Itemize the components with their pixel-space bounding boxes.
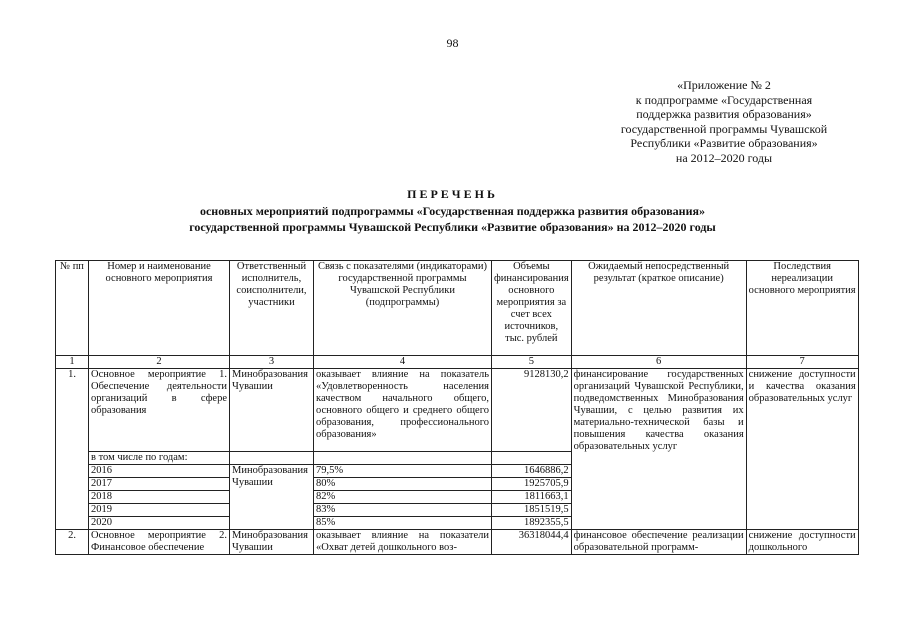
column-number: 6: [571, 356, 746, 369]
header-cell: Объемы финансирования основного мероприятия за счет всех источников, тыс. рублей: [492, 261, 572, 356]
indicator-value: 83%: [314, 504, 492, 517]
indicator-value: 82%: [314, 491, 492, 504]
funding-amount: [492, 530, 572, 555]
indicator-value: 79,5%: [314, 465, 492, 478]
executor-text: Минобразования Чувашии: [232, 530, 308, 553]
year-amount: 1851519,5: [492, 504, 572, 517]
activities-table: [55, 260, 859, 555]
activity-name-text: Основное мероприятие 2. Финансовое обеспечение: [91, 530, 227, 553]
document-subtitle: государственной программы Чувашской Республики «Развитие образования» на 2012–2020 годы: [189, 220, 716, 234]
column-number: 4: [314, 356, 492, 369]
indicator-link: [314, 530, 492, 555]
years-label: в том числе по годам:: [89, 452, 230, 465]
year-amount: 1892355,5: [492, 517, 572, 530]
header-cell: Связь с показателями (индикаторами) государственной программы Чувашской Республики (подпрограммы): [314, 261, 492, 356]
indicator-link: оказывает влияние на показатель «Удовлетворенность населения качеством начального общего, основного общего и среднего общего образования, профессионального образования»: [314, 369, 492, 452]
empty-cell: [314, 452, 492, 465]
indicator-value: 85%: [314, 517, 492, 530]
year-cell: 2020: [89, 517, 230, 530]
table-row: [56, 369, 859, 452]
year-amount: 1811663,1: [492, 491, 572, 504]
empty-cell: [230, 452, 314, 465]
executor: Минобразования Чувашии: [230, 369, 314, 452]
appendix-line: «Приложение № 2: [677, 78, 771, 92]
executor: [230, 530, 314, 555]
expected-result-text: финансовое обеспечение реализации образовательной программ-: [573, 530, 744, 553]
header-cell: Номер и наименование основного мероприятия: [89, 261, 230, 356]
column-number: 7: [746, 356, 858, 369]
empty-cell: [492, 452, 572, 465]
header-cell: Ответственный исполнитель, соисполнители, участники: [230, 261, 314, 356]
table-header-row: [56, 261, 859, 356]
document-title: ПЕРЕЧЕНЬ: [407, 187, 498, 201]
column-number: 3: [230, 356, 314, 369]
column-number: 1: [56, 356, 89, 369]
page-number: 98: [446, 36, 459, 50]
expected-result: финансирование государственных организаций Чувашской Республики, подведомственных Минобразования Чувашии, с целью развития их материально-технической базы и повышения качества оказания образовательных услуг: [571, 369, 746, 530]
column-number: 2: [89, 356, 230, 369]
row-number: [56, 530, 89, 555]
year-cell: 2018: [89, 491, 230, 504]
appendix-line: поддержка развития образования»: [636, 107, 812, 121]
year-amount: 1925705,9: [492, 478, 572, 491]
indicator-value: 80%: [314, 478, 492, 491]
column-number: 5: [492, 356, 572, 369]
appendix-line: на 2012–2020 годы: [675, 150, 773, 165]
header-cell: Ожидаемый непосредственный результат (краткое описание): [571, 261, 746, 356]
appendix-line: Республики «Развитие образования»: [630, 136, 818, 150]
years-executor: Минобразования Чувашии: [230, 465, 314, 530]
year-cell: 2019: [89, 504, 230, 517]
consequence: снижение доступности и качества оказания образовательных услуг: [746, 369, 858, 530]
appendix-line: к подпрограмме «Государственная: [635, 92, 813, 107]
indicator-link-text: оказывает влияние на показатели «Охват детей дошкольного воз-: [316, 530, 489, 553]
funding-amount-text: 36318044,4: [518, 530, 569, 541]
table-row: [56, 530, 859, 555]
row-number: 1.: [56, 369, 89, 530]
consequence-text: снижение доступности дошкольного: [748, 530, 856, 553]
expected-result: [571, 530, 746, 555]
header-cell: № пп: [56, 261, 89, 356]
appendix-line: государственной программы Чувашской: [620, 121, 828, 136]
document-subtitle: основных мероприятий подпрограммы «Государственная поддержка развития образования»: [199, 204, 705, 218]
row-number-text: 2.: [68, 530, 76, 541]
year-amount: 1646886,2: [492, 465, 572, 478]
activity-name: [89, 530, 230, 555]
year-cell: 2017: [89, 478, 230, 491]
column-number-row: [56, 356, 859, 369]
funding-amount: 9128130,2: [492, 369, 572, 452]
year-cell: 2016: [89, 465, 230, 478]
activity-name: Основное мероприятие 1. Обеспечение деятельности организаций в сфере образования: [89, 369, 230, 452]
header-cell: Последствия нереализации основного мероприятия: [746, 261, 858, 356]
appendix-note: [592, 78, 856, 165]
consequence: [746, 530, 858, 555]
